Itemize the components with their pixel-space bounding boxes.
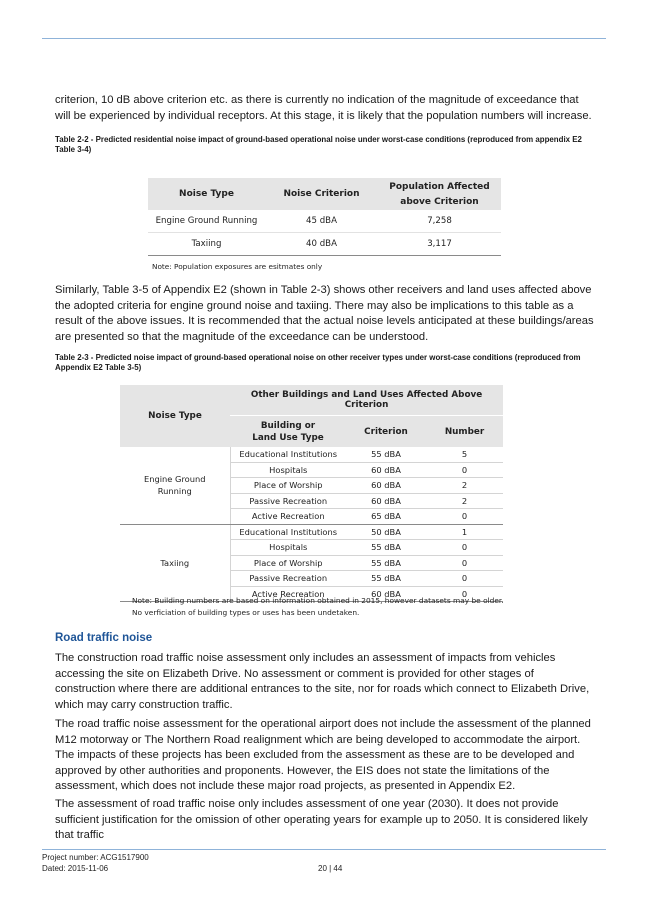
criterion-cell: 55 dBA [346,447,426,462]
criterion-cell: 60 dBA [346,478,426,494]
criterion-cell: 60 dBA [346,462,426,478]
footer-rule [42,849,606,850]
table2-header-row-1 [120,385,503,416]
table-row [120,524,503,540]
land-use-cell: Place of Worship [230,555,346,571]
table1 [148,178,501,256]
footer-dated: Dated: 2015-11-06 [42,864,109,873]
land-use-cell: Place of Worship [230,478,346,494]
land-use-cell: Active Recreation [230,586,346,602]
land-use-cell: Passive Recreation [230,493,346,509]
number-cell: 0 [426,555,503,571]
table1-header-row [148,178,501,210]
noise-type-group-cell [120,447,230,524]
land-use-cell: Active Recreation [230,509,346,525]
criterion-cell: 55 dBA [346,540,426,556]
table1-header-population-line2: above Criterion [400,196,479,207]
footer-project-number: Project number: ACG1517900 [42,853,149,862]
table-row [148,233,501,256]
number-cell: 2 [426,478,503,494]
criterion-cell: 60 dBA [346,586,426,602]
number-cell: 0 [426,509,503,525]
table2-note-line2: No verficiation of building types or uses has been undetaken. [132,608,360,617]
noise-type-group-line2: Running [157,486,192,497]
criterion-cell: 60 dBA [346,493,426,509]
table1-note: Note: Population exposures are esitmates only [152,262,323,271]
land-use-cell: Educational Institutions [230,524,346,540]
table2-header-noise-type: Noise Type [120,385,230,447]
criterion-cell: 65 dBA [346,509,426,525]
table2-note [132,595,552,619]
criterion-cell: 55 dBA [346,571,426,587]
table1-header-criterion: Noise Criterion [265,178,378,210]
header-rule [42,38,606,39]
criterion-cell: 45 dBA [265,210,378,233]
population-cell: 7,258 [378,210,501,233]
table2-header-building-line2: Land Use Type [252,432,324,443]
table1-header-population-line1: Population Affected [389,181,490,192]
criterion-cell: 40 dBA [265,233,378,256]
criterion-cell: 55 dBA [346,555,426,571]
number-cell: 0 [426,571,503,587]
table2-header-number: Number [426,416,503,448]
noise-type-cell: Engine Ground Running [148,210,265,233]
land-use-cell: Hospitals [230,462,346,478]
table2-header-group: Other Buildings and Land Uses Affected Above Criterion [230,385,503,416]
section-heading-road-traffic-noise: Road traffic noise [55,632,153,644]
table2-caption: Table 2-3 - Predicted noise impact of ground-based operational noise on other receiver types under worst-case conditions (reproduced from Appendix E2 Table 3-5) [55,353,581,372]
noise-type-group-line1: Taxiing [160,557,190,568]
table2 [120,385,503,602]
number-cell: 2 [426,493,503,509]
table-row [120,447,503,462]
number-cell: 1 [426,524,503,540]
paragraph-operational-traffic: The road traffic noise assessment for the operational airport does not include the assessment of the planned M12 motorway or The Northern Road realignment which are being developed to accommodate the airport. The impacts of these projects has been excluded from the assessment as these are to be developed and approved by other authorities and proponents. However, the EIS does not state the limitations of the assessment, which does not include these major road projects, as presented in Appendix E2. [55,718,591,792]
land-use-cell: Educational Institutions [230,447,346,462]
paragraph-construction-traffic: The construction road traffic noise assessment only includes an assessment of impacts from vehicles accessing the site on Elizabeth Drive. No assessment or comment is provided for other stages of construction where there are additional entrances to the site, nor for roads which connect to Elizabeth Drive, which may carry construction traffic. [55,652,590,711]
number-cell: 0 [426,540,503,556]
table2-header-criterion: Criterion [346,416,426,448]
paragraph-assessment-year: The assessment of road traffic noise only includes assessment of one year (2030). It does not provide sufficient justification for the omission of other operating years for example up to 2050. It is considered likely that traffic [55,798,588,841]
paragraph-similarly: Similarly, Table 3-5 of Appendix E2 (shown in Table 2-3) shows other receivers and land uses affected above the adopted criteria for engine ground noise and taxiing. There may also be implications to this table as a result of the above issues. It is recommended that the actual noise levels anticipated at these buildings/areas are presented so that the magnitude of the exceedance can be understood. [55,284,594,343]
land-use-cell: Hospitals [230,540,346,556]
table2-note-line1: Note: Building numbers are based on information obtained in 2015, however datasets may be older. [132,596,504,605]
table2-header-building-line1: Building or [260,420,316,431]
noise-type-cell: Taxiing [148,233,265,256]
number-cell: 5 [426,447,503,462]
table2-header-building [230,416,346,448]
noise-type-group-cell [120,524,230,602]
number-cell: 0 [426,462,503,478]
population-cell: 3,117 [378,233,501,256]
table1-caption: Table 2-2 - Predicted residential noise impact of ground-based operational noise under worst-case conditions (reproduced from appendix E2 Table 3-4) [55,135,582,154]
table1-header-population [378,178,501,210]
criterion-cell: 50 dBA [346,524,426,540]
number-cell: 0 [426,586,503,602]
page-number: 20 | 44 [318,864,343,873]
land-use-cell: Passive Recreation [230,571,346,587]
table-row [148,210,501,233]
noise-type-group-line1: Engine Ground [143,474,206,485]
table1-header-noise-type: Noise Type [148,178,265,210]
intro-paragraph: criterion, 10 dB above criterion etc. as there is currently no indication of the magnitude of exceedance that will be experienced by individual receptors. At this stage, it is likely that the population numbers will increase. [55,94,592,122]
